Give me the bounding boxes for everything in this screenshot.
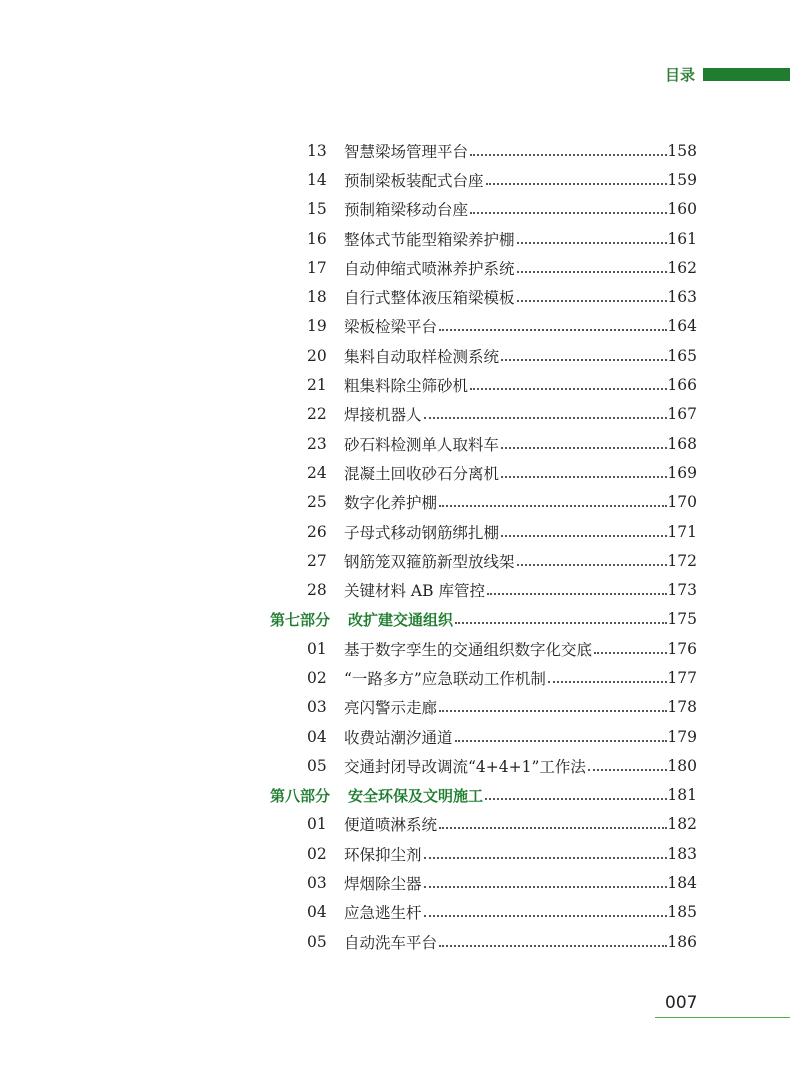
section-header-label: 目录	[665, 66, 696, 84]
toc-entry-title-wrap	[344, 462, 669, 484]
leader-dots	[517, 564, 667, 566]
toc-entry[interactable]	[270, 488, 697, 517]
toc-entry[interactable]	[270, 575, 697, 604]
toc-entry-page: 178	[667, 698, 697, 717]
toc-entry[interactable]	[270, 253, 697, 282]
leader-dots	[501, 447, 667, 449]
toc-entry-title-wrap	[344, 315, 669, 337]
toc-entry-page: 181	[667, 786, 697, 805]
toc-entry-number: 20	[307, 346, 327, 365]
toc-entry-number: 05	[307, 932, 327, 951]
toc-entry-title-wrap	[344, 374, 669, 396]
toc-entry-title: 关键材料 AB 库管控	[344, 582, 485, 601]
toc-entry-number: 25	[307, 493, 327, 512]
toc-entry-title: 钢筋笼双箍筋新型放线架	[344, 552, 515, 571]
toc-entry-number: 01	[307, 639, 327, 658]
toc-entry-title-wrap	[344, 433, 669, 455]
toc-entry-title-wrap	[344, 169, 669, 191]
toc-entry-page: 164	[667, 317, 697, 336]
toc-entry-title-wrap	[270, 785, 669, 806]
header-accent-bar	[703, 68, 790, 81]
leader-dots	[424, 915, 667, 917]
toc-entry-title-wrap	[344, 901, 669, 923]
toc-entry-number: 19	[307, 317, 327, 336]
toc-entry-title: 粗集料除尘筛砂机	[344, 377, 469, 396]
toc-entry[interactable]	[270, 429, 697, 458]
toc-entry-title: “一路多方”应急联动工作机制	[344, 669, 546, 688]
toc-entry-number: 04	[307, 903, 327, 922]
toc-entry-number: 22	[307, 405, 327, 424]
toc-entry-page: 180	[667, 756, 697, 775]
leader-dots	[424, 857, 667, 859]
toc-entry-title: 自行式整体液压箱梁模板	[344, 289, 515, 308]
toc-entry-number: 17	[307, 258, 327, 277]
toc-entry-title: 收费站潮汐通道	[344, 728, 453, 747]
toc-entry-title-wrap	[344, 843, 669, 865]
toc-entry-number: 26	[307, 522, 327, 541]
toc-entry-page: 162	[667, 258, 697, 277]
toc-entry-title-wrap	[344, 521, 669, 543]
toc-entry-title-wrap	[344, 872, 669, 894]
toc-entry-title-wrap	[344, 140, 669, 162]
toc-entry[interactable]	[270, 400, 697, 429]
toc-entry-title: 自动伸缩式喷淋养护系统	[344, 259, 515, 278]
toc-entry-page: 170	[667, 493, 697, 512]
toc-section-heading[interactable]	[270, 605, 697, 634]
toc-entry-title: 智慧梁场管理平台	[344, 142, 469, 161]
toc-entry[interactable]	[270, 839, 697, 868]
toc-entry-number: 21	[307, 376, 327, 395]
leader-dots	[439, 710, 667, 712]
toc-entry-title-wrap	[344, 667, 669, 689]
toc-entry-number: 03	[307, 698, 327, 717]
leader-dots	[470, 212, 667, 214]
section-part-label: 第七部分	[270, 610, 331, 629]
toc-entry-title: 数字化养护棚	[344, 494, 438, 513]
toc-entry-page: 176	[667, 639, 697, 658]
leader-dots	[439, 945, 667, 947]
toc-entry-title-wrap	[344, 579, 669, 601]
toc-entry[interactable]	[270, 722, 697, 751]
toc-entry-page: 184	[667, 874, 697, 893]
toc-entry-title-wrap	[344, 228, 669, 250]
toc-entry-page: 185	[667, 903, 697, 922]
leader-dots	[455, 622, 667, 624]
section-title-text: 安全环保及文明施工	[348, 786, 484, 805]
section-title-text: 改扩建交通组织	[348, 610, 454, 629]
toc-entry-page: 166	[667, 376, 697, 395]
leader-dots	[470, 154, 667, 156]
leader-dots	[485, 798, 667, 800]
leader-dots	[501, 535, 667, 537]
toc-entry-page: 182	[667, 815, 697, 834]
toc-entry-number: 24	[307, 463, 327, 482]
toc-entry-title-wrap	[270, 609, 669, 630]
toc-entry[interactable]	[270, 927, 697, 956]
toc-entry-page: 168	[667, 434, 697, 453]
leader-dots	[501, 476, 667, 478]
leader-dots	[487, 593, 667, 595]
toc-entry-title: 预制梁板装配式台座	[344, 171, 484, 190]
toc-entry-title-wrap	[344, 726, 669, 748]
toc-entry[interactable]	[270, 517, 697, 546]
toc-entry-page: 186	[667, 932, 697, 951]
toc-entry-title: 整体式节能型箱梁养护棚	[344, 230, 515, 249]
toc-entry-title: 焊接机器人	[344, 406, 422, 425]
toc-entry-title-wrap	[344, 257, 669, 279]
toc-entry-page: 171	[667, 522, 697, 541]
toc-entry-title-wrap	[344, 345, 669, 367]
toc-entry-number: 27	[307, 551, 327, 570]
leader-dots	[517, 300, 667, 302]
leader-dots	[470, 388, 667, 390]
section-title	[270, 785, 483, 806]
leader-dots	[548, 681, 667, 683]
leader-dots	[501, 359, 667, 361]
section-title	[270, 609, 453, 630]
toc-entry-number: 02	[307, 844, 327, 863]
toc-entry-number: 18	[307, 288, 327, 307]
toc-entry[interactable]	[270, 136, 697, 165]
toc-entry-number: 15	[307, 200, 327, 219]
leader-dots	[424, 417, 667, 419]
toc-entry-title: 预制箱梁移动台座	[344, 201, 469, 220]
leader-dots	[517, 271, 667, 273]
leader-dots	[439, 505, 667, 507]
toc-entry-title: 自动洗车平台	[344, 933, 438, 952]
toc-entry[interactable]	[270, 663, 697, 692]
toc-entry-number: 04	[307, 727, 327, 746]
toc-entry[interactable]	[270, 898, 697, 927]
toc-entry-title: 环保抑尘剂	[344, 845, 422, 864]
toc-entry-title-wrap	[344, 403, 669, 425]
toc-entry-title-wrap	[344, 550, 669, 572]
leader-dots	[439, 329, 667, 331]
toc-entry-title-wrap	[344, 755, 669, 777]
toc-entry-page: 172	[667, 551, 697, 570]
toc-entry-page: 167	[667, 405, 697, 424]
toc-entry-number: 02	[307, 668, 327, 687]
toc-entry[interactable]	[270, 458, 697, 487]
toc-entry-page: 161	[667, 229, 697, 248]
toc-entry[interactable]	[270, 312, 697, 341]
toc-entry[interactable]	[270, 810, 697, 839]
toc-entry[interactable]	[270, 751, 697, 780]
toc-entry-number: 05	[307, 756, 327, 775]
toc-entry[interactable]	[270, 546, 697, 575]
toc-entry-title: 亮闪警示走廊	[344, 699, 438, 718]
toc-entry-title-wrap	[344, 696, 669, 718]
toc-entry-title-wrap	[344, 198, 669, 220]
toc-entry-number: 16	[307, 229, 327, 248]
toc-entry-number: 14	[307, 170, 327, 189]
folio-rule	[655, 1017, 790, 1018]
toc-entry-page: 160	[667, 200, 697, 219]
leader-dots	[588, 769, 667, 771]
toc-entry-title: 基于数字孪生的交通组织数字化交底	[344, 640, 593, 659]
leader-dots	[486, 183, 667, 185]
toc-entry-page: 173	[667, 581, 697, 600]
toc-entry-page: 165	[667, 346, 697, 365]
toc-entry[interactable]	[270, 195, 697, 224]
toc-entry-title: 砂石料检测单人取料车	[344, 435, 500, 454]
toc-entry-title: 集料自动取样检测系统	[344, 347, 500, 366]
toc-entry-page: 169	[667, 463, 697, 482]
leader-dots	[424, 886, 667, 888]
toc-entry-page: 175	[667, 610, 697, 629]
toc-entry-number: 13	[307, 141, 327, 160]
toc-entry-title: 便道喷淋系统	[344, 816, 438, 835]
toc-entry-title-wrap	[344, 491, 669, 513]
toc-entry-title-wrap	[344, 813, 669, 835]
toc-entry-title: 子母式移动钢筋绑扎棚	[344, 523, 500, 542]
table-of-contents	[270, 136, 697, 956]
toc-entry-title-wrap	[344, 638, 669, 660]
leader-dots	[439, 827, 667, 829]
toc-entry[interactable]	[270, 693, 697, 722]
leader-dots	[455, 740, 667, 742]
toc-entry-title-wrap	[344, 931, 669, 953]
toc-entry[interactable]	[270, 370, 697, 399]
toc-entry-number: 01	[307, 815, 327, 834]
toc-entry[interactable]	[270, 282, 697, 311]
toc-entry-page: 177	[667, 668, 697, 687]
toc-entry[interactable]	[270, 165, 697, 194]
toc-entry-number: 03	[307, 874, 327, 893]
toc-entry-title: 交通封闭导改调流“4+4+1”工作法	[344, 757, 586, 776]
toc-entry-number: 28	[307, 581, 327, 600]
toc-entry-page: 183	[667, 844, 697, 863]
leader-dots	[517, 242, 667, 244]
toc-entry-page: 158	[667, 141, 697, 160]
toc-entry-title: 梁板检梁平台	[344, 318, 438, 337]
leader-dots	[594, 652, 667, 654]
toc-entry-page: 159	[667, 170, 697, 189]
toc-entry-page: 163	[667, 288, 697, 307]
toc-entry-page: 179	[667, 727, 697, 746]
toc-entry[interactable]	[270, 341, 697, 370]
page-number: 007	[665, 993, 698, 1013]
toc-entry[interactable]	[270, 868, 697, 897]
toc-entry-title: 焊烟除尘器	[344, 875, 422, 894]
toc-entry-title: 应急逃生杆	[344, 904, 422, 923]
section-part-label: 第八部分	[270, 786, 331, 805]
toc-entry-title-wrap	[344, 286, 669, 308]
toc-entry-title: 混凝土回收砂石分离机	[344, 464, 500, 483]
toc-entry[interactable]	[270, 634, 697, 663]
toc-section-heading[interactable]	[270, 781, 697, 810]
toc-entry[interactable]	[270, 224, 697, 253]
toc-entry-number: 23	[307, 434, 327, 453]
